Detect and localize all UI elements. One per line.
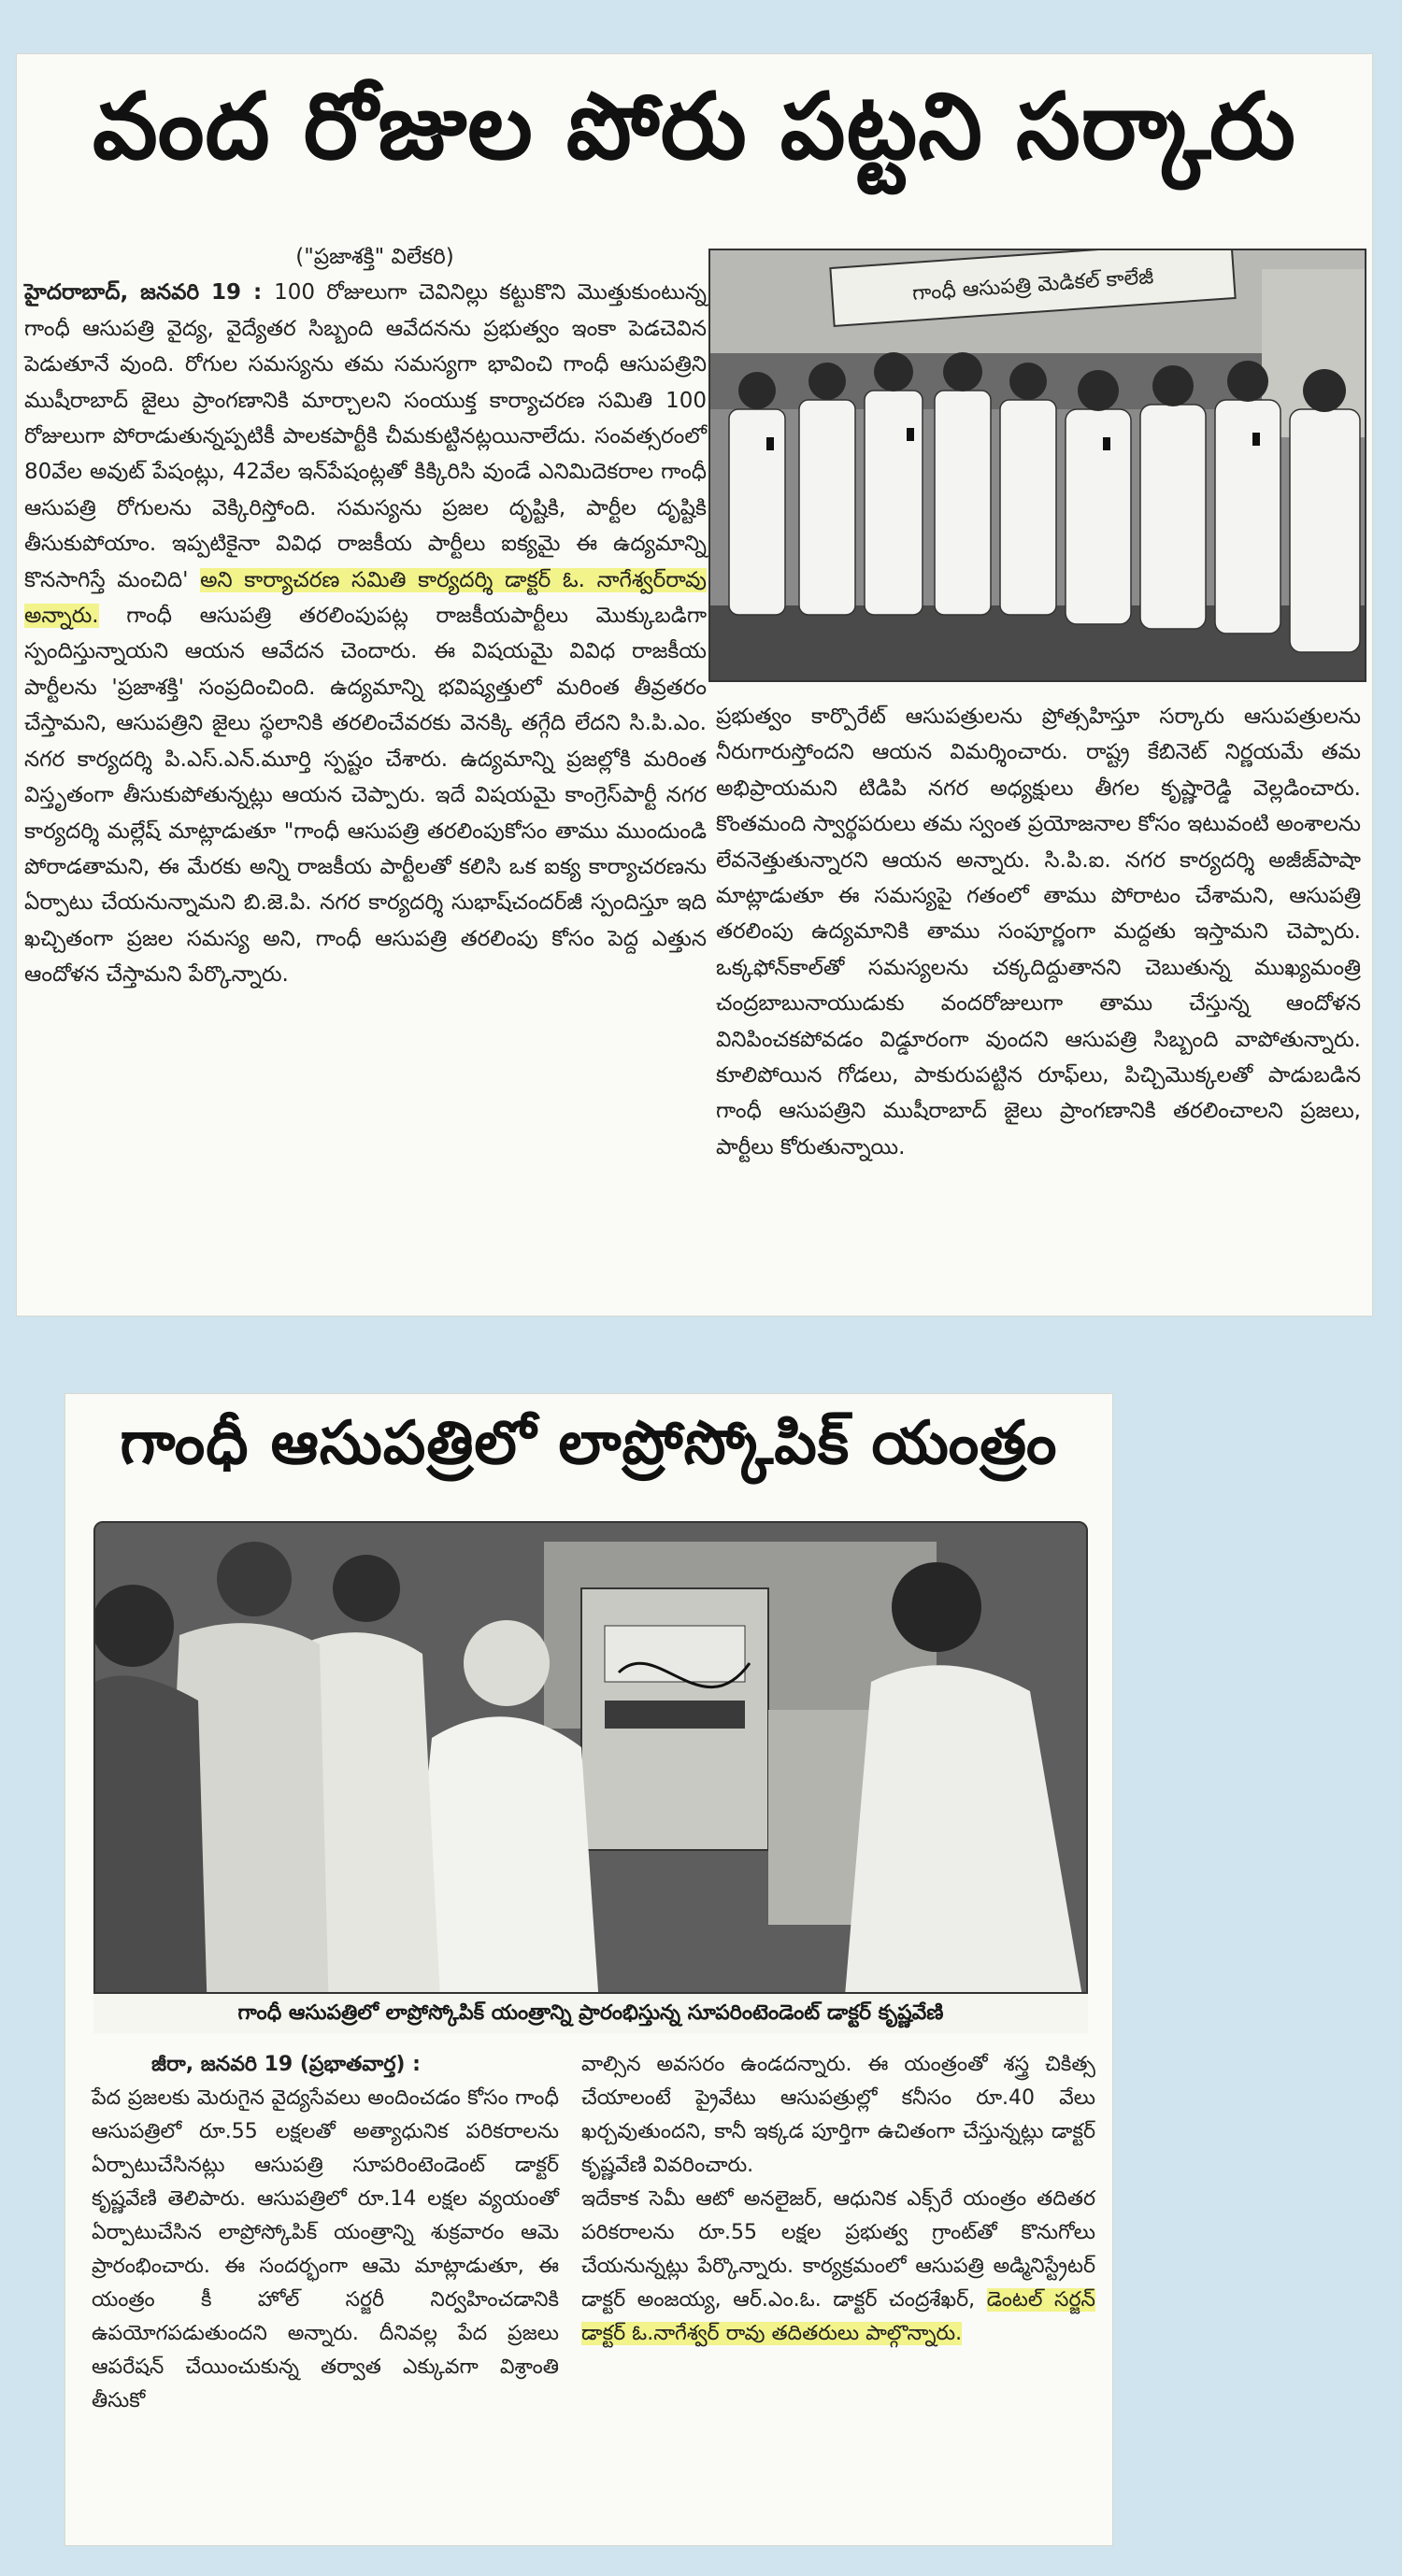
paragraph: ప్రభుత్వం కార్పొరేట్‌ ఆసుపత్రులను ప్రోత్సహిస్తూ సర్కారు ఆసుపత్రులను నీరుగారుస్తోందని ఆయన విమర్శించారు. రాష్ట్ర కేబినెట్‌ నిర్ణయమే తమ అభిప్రాయమని టిడిపి నగర అధ్యక్షులు తీగల కృష్ణారెడ్డి వెల్లడించారు. కొంతమంది స్వార్థపరులు తమ స్వంత ప్రయోజనాల కోసం ఇటువంటి అంశాలను లేవనెత్తుతున్నారని ఆయన అన్నారు. సి.పి.ఐ. నగర కార్యదర్శి అజీజ్‌పాషా మాట్లాడుతూ ఈ సమస్యపై గతంలో తాము పోరాటం చేశామని, ఆసుపత్రి తరలింపు ఉద్యమానికి తాము సంపూర్ణంగా మద్దతు ఇస్తామని చెప్పారు. ఒక్కఫోన్‌కాల్‌తో సమస్యలను చక్కదిద్దుతానని చెబుతున్న ముఖ్యమంత్రి చంద్రబాబునాయుడుకు వందరోజులుగా తాము చేస్తున్న ఆందోళన వినిపించకపోవడం విడ్డూరంగా వుందని ఆసుపత్రి సిబ్బంది వాపోతున్నారు. కూలిపోయిన గోడలు, పాకురుపట్టిన రూఫ్‌లు, పిచ్చిమొక్కలతో పాడుబడిన గాంధీ ఆసుపత్రిని ముషీరాబాద్‌ జైలు ప్రాంగణానికి తరలించాలని ప్రజలు, పార్టీలు కోరుతున్నాయి. <box>716 704 1361 1160</box>
paragraph: పేద ప్రజలకు మెరుగైన వైద్యసేవలు అందించడం కోసం గాంధీ ఆసుపత్రిలో రూ.55 లక్షలతో అత్యాధునిక పరికరాలను ఏర్పాటుచేసినట్లు ఆసుపత్రి సూపరింటెండెంట్‌ డాక్టర్‌ కృష్ణవేణి తెలిపారు. ఆసుపత్రిలో రూ.14 లక్షల వ్యయంతో ఏర్పాటుచేసిన లాప్రోస్కోపిక్‌ యంత్రాన్ని శుక్రవారం ఆమె ప్రారంభించారు. ఈ సందర్భంగా ఆమె మాట్లాడుతూ, ఈ యంత్రం కీ హోల్‌ సర్జరీ నిర్వహించడానికి ఉపయోగపడుతుందని అన్నారు. దీనివల్ల పేద ప్రజలు ఆపరేషన్‌ చేయించుకున్న తర్వాత ఎక్కువగా విశ్రాంతి తీసుకో <box>92 2086 559 2412</box>
photo-caption: గాంధీ ఆసుపత్రిలో లాప్రోస్కోపిక్‌ యంత్రాన్ని ప్రారంభిస్తున్న సూపరింటెండెంట్‌ డాక్టర్‌ కృష్ణవేణి <box>93 1992 1088 2033</box>
article-column-1 <box>92 2048 559 2418</box>
headline-protest: వంద రోజుల పోరు పట్టని సర్కారు <box>93 74 1296 180</box>
protest-photo <box>708 249 1366 682</box>
paragraph: వాల్సిన అవసరం ఉండదన్నారు. ఈ యంత్రంతో శస్త్ర చికిత్స చేయాలంటే ప్రైవేటు ఆసుపత్రుల్లో కనీసం రూ.40 వేలు ఖర్చవుతుందని, కానీ ఇక్కడ పూర్తిగా ఉచితంగా చేస్తున్నట్లు డాక్టర్‌ కృష్ణవేణి వివరించారు. <box>581 2053 1095 2177</box>
inauguration-photo-graphic <box>95 1523 1086 2018</box>
dateline: జీరా, జనవరి 19 (ప్రభాతవార్త) : <box>151 2053 421 2076</box>
paragraph: గాంధీ ఆసుపత్రి తరలింపుపట్ల రాజకీయపార్టీలు మొక్కుబడిగా స్పందిస్తున్నాయని ఆయన ఆవేదన చెందారు. ఈ విషయమై వివిధ రాజకీయ పార్టీలను 'ప్రజాశక్తి' సంప్రదించింది. ఉద్యమాన్ని భవిష్యత్తులో మరింత తీవ్రతరం చేస్తామని, ఆసుపత్రిని జైలు స్థలానికి తరలించేవరకు వెనక్కి తగ్గేది లేదని సి.పి.ఎం. నగర కార్యదర్శి పి.ఎస్‌.ఎన్‌.మూర్తి స్పష్టం చేశారు. ఉద్యమాన్ని ప్రజల్లోకి మరింత విస్తృతంగా తీసుకుపోతున్నట్లు ఆయన చెప్పారు. ఇదే విషయమై కాంగ్రెస్‌పార్టీ నగర కార్యదర్శి మల్లేష్‌ మాట్లాడుతూ "గాంధీ ఆసుపత్రి తరలింపుకోసం తాము ముందుండి పోరాడతామని, ఈ మేరకు అన్ని రాజకీయ పార్టీలతో కలిసి ఒక ఐక్య కార్యాచరణను ఏర్పాటు చేయనున్నామని బి.జె.పి. నగర కార్యదర్శి సుభాష్‌చందర్‌జీ స్పందిస్తూ ఇది ఖచ్చితంగా ప్రజల సమస్య అని, గాంధీ ఆసుపత్రి తరలింపు కోసం పెద్ద ఎత్తున ఆందోళన చేస్తామని పేర్కొన్నారు. <box>24 604 708 988</box>
paragraph: ఇదేకాక సెమీ ఆటో అనలైజర్‌, ఆధునిక ఎక్స్‌రే యంత్రం తదితర పరికరాలను రూ.55 లక్షల ప్రభుత్వ గ్రాంట్‌తో కొనుగోలు చేయనున్నట్లు పేర్కొన్నారు. కార్యక్రమంలో ఆసుపత్రి అడ్మినిస్ట్రేటర్‌ డాక్టర్‌ అంజయ్య, ఆర్‌.ఎం.ఓ. డాక్టర్‌ చంద్రశేఖర్‌, <box>581 2187 1095 2312</box>
dateline: హైదరాబాద్‌, జనవరి 19 : <box>24 280 275 306</box>
headline-laparoscopic: గాంధీ ఆసుపత్రిలో లాప్రోస్కోపిక్‌ యంత్రం <box>120 1409 1058 1478</box>
article-column-2 <box>716 699 1361 1165</box>
highlighted-quote: అని కార్యాచరణ సమితి కార్యదర్శి డాక్టర్‌ ఓ. నాగేశ్వర్‌రావు అన్నారు. <box>24 567 707 629</box>
inauguration-photo <box>93 1521 1088 2020</box>
article-column-2 <box>581 2048 1095 2351</box>
paragraph: 100 రోజులుగా చెవినిల్లు కట్టుకొని మొత్తుకుంటున్న గాంధీ ఆసుపత్రి వైద్య, వైద్యేతర సిబ్బంది ఆవేదనను ప్రభుత్వం ఇంకా పెడచెవిన పెడుతూనే వుంది. రోగుల సమస్యను తమ సమస్యగా భావించి గాంధీ ఆసుపత్రిని ముషీరాబాద్‌ జైలు ప్రాంగణానికి మార్చాలని సంయుక్త కార్యాచరణ సమితి 100 రోజులుగా పోరాడుతున్నప్పటికీ పాలకపార్టీకి చీమకుట్టినట్లయినాలేదు. సంవత్సరంలో 80వేల అవుట్‌ పేషంట్లు, 42వేల ఇన్‌పేషంట్లతో కిక్కిరిసి వుండే ఎనిమిదెకరాల గాంధీ ఆసుపత్రి రోగులను వెక్కిరిస్తోంది. సమస్యను ప్రజల దృష్టికి, పార్టీల దృష్టికి తీసుకుపోయాం. ఇప్పటికైనా వివిధ రాజకీయ పార్టీలు ఐక్యమై ఈ ఉద్యమాన్ని కొనసాగిస్తే మంచిది' <box>24 280 707 592</box>
protest-photo-graphic <box>710 250 1365 680</box>
highlighted-names: డెంటల్‌ సర్జన్‌ డాక్టర్‌ ఓ.నాగేశ్వర్‌ రావు తదితరులు పాల్గొన్నారు. <box>581 2288 1095 2345</box>
byline: ("ప్రజాశక్తి" విలేకరి) <box>295 245 454 269</box>
banner-text: గాంధీ ఆసుపత్రి మెడికల్‌ కాలేజీ <box>911 265 1155 306</box>
article-column-1 <box>24 239 707 993</box>
news-clipping-laparoscopic <box>65 1394 1112 2545</box>
news-clipping-protest <box>17 54 1372 1316</box>
